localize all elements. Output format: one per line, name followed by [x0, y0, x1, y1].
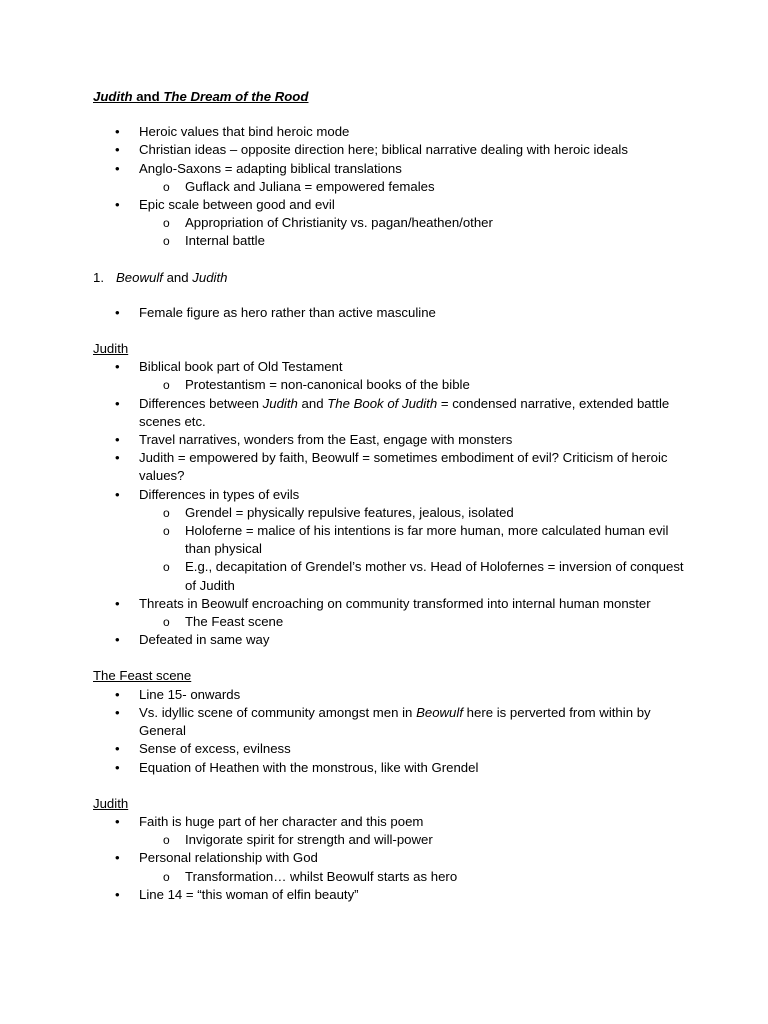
list-item: • Line 15- onwards — [93, 686, 688, 704]
sub-list-item: o Grendel = physically repulsive features, jealous, isolated — [93, 504, 688, 522]
numbered-heading — [93, 269, 688, 287]
sub-list-item: o Guflack and Juliana = empowered females — [93, 178, 688, 196]
spacer — [93, 322, 688, 340]
list-item: • Threats in Beowulf encroaching on community transformed into internal human monster — [93, 595, 688, 613]
section-list — [93, 358, 688, 649]
list-item: • Equation of Heathen with the monstrous, like with Grendel — [93, 759, 688, 777]
sub-list-item: o E.g., decapitation of Grendel’s mother vs. Head of Holofernes = inversion of conquest of Judith — [93, 558, 688, 594]
list-item: • Female figure as hero rather than active masculine — [93, 304, 688, 322]
italic-text: Beowulf — [416, 704, 463, 720]
list-item: • Biblical book part of Old Testament — [93, 358, 688, 376]
list-item — [93, 395, 688, 431]
number-label: 1. — [93, 269, 104, 285]
section-heading: Judith — [93, 341, 129, 357]
title-and: and — [132, 89, 164, 104]
text-run: and — [297, 395, 328, 411]
list-item: • Differences in types of evils — [93, 486, 688, 504]
section-judith-2 — [93, 795, 688, 904]
numbered-and: and — [162, 269, 193, 285]
spacer — [93, 649, 688, 667]
list-item: • Defeated in same way — [93, 631, 688, 649]
list-item: • Heroic values that bind heroic mode — [93, 123, 688, 141]
intro-list — [93, 123, 688, 250]
section-heading: The Feast scene — [93, 668, 192, 684]
list-item: • Line 14 = “this woman of elfin beauty” — [93, 886, 688, 904]
list-item: • Judith = empowered by faith, Beowulf = sometimes embodiment of evil? Criticism of heroic values? — [93, 449, 688, 485]
sub-list-item: o Internal battle — [93, 232, 688, 250]
numbered-beowulf: Beowulf — [116, 269, 163, 285]
section-list — [93, 686, 688, 777]
sub-list-item: o Holoferne = malice of his intentions is far more human, more calculated human evil than physical — [93, 522, 688, 558]
spacer — [93, 251, 688, 269]
italic-text: Judith — [262, 395, 298, 411]
list-item: • Travel narratives, wonders from the East, engage with monsters — [93, 431, 688, 449]
list-item: • Sense of excess, evilness — [93, 740, 688, 758]
list-item: • Epic scale between good and evil — [93, 196, 688, 214]
list-item: • Christian ideas – opposite direction here; biblical narrative dealing with heroic ideals — [93, 141, 688, 159]
sub-list-item: o Transformation… whilst Beowulf starts as hero — [93, 868, 688, 886]
text-run: here is perverted from within by General — [139, 704, 651, 739]
numbered-list — [93, 304, 688, 322]
text-run: Differences between — [139, 395, 263, 411]
title-dream-of-the-rood: The Dream of the Rood — [163, 89, 309, 104]
list-item: • Faith is huge part of her character and this poem — [93, 813, 688, 831]
section-judith — [93, 340, 688, 649]
document-title — [93, 88, 688, 106]
list-item: • Anglo-Saxons = adapting biblical translations — [93, 160, 688, 178]
sub-list-item: o Appropriation of Christianity vs. pagan/heathen/other — [93, 214, 688, 232]
title-judith: Judith — [93, 89, 133, 104]
list-item — [93, 704, 688, 740]
numbered-judith: Judith — [192, 269, 228, 285]
spacer — [93, 777, 688, 795]
text-run: = condensed narrative, extended battle scenes etc. — [139, 395, 670, 429]
section-feast-scene — [93, 667, 688, 776]
section-heading: Judith — [93, 795, 129, 811]
list-item: • Personal relationship with God — [93, 849, 688, 867]
sub-list-item: o The Feast scene — [93, 613, 688, 631]
text-run: Vs. idyllic scene of community amongst men in — [139, 704, 417, 720]
sub-list-item: o Invigorate spirit for strength and will-power — [93, 831, 688, 849]
section-list — [93, 813, 688, 904]
italic-text: The Book of Judith — [327, 395, 438, 411]
sub-list-item: o Protestantism = non-canonical books of the bible — [93, 376, 688, 394]
